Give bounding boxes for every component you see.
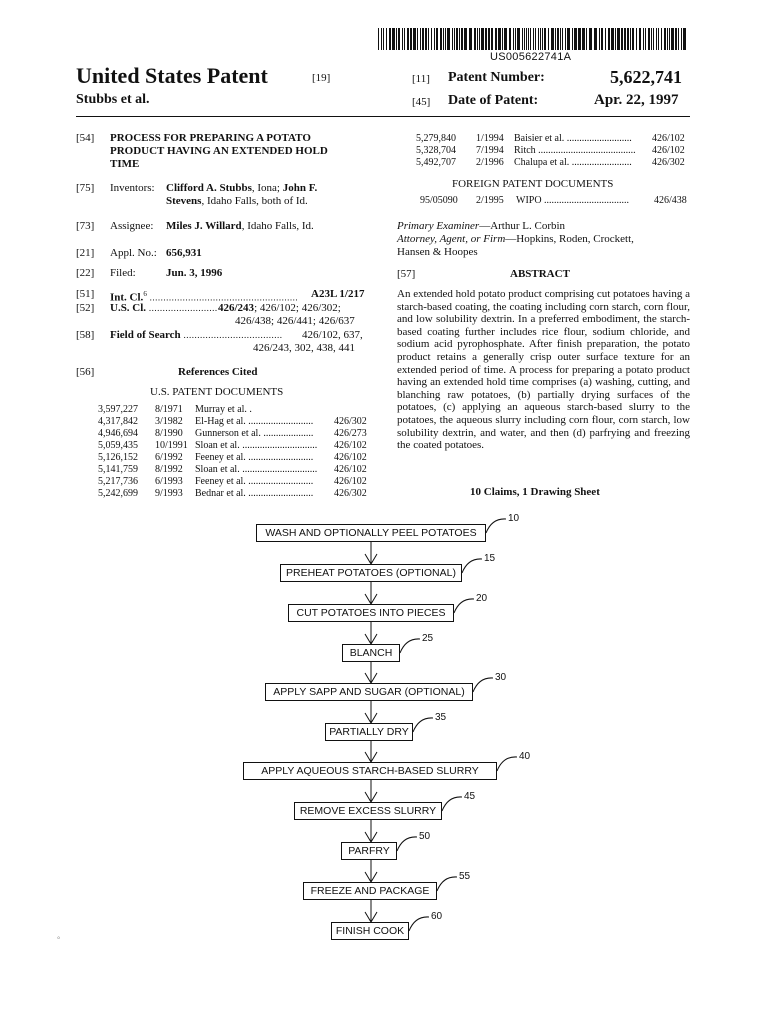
ref-num: 4,317,842 [98, 416, 138, 427]
ref-date: 9/1993 [155, 488, 183, 499]
leader-line [437, 877, 457, 891]
uscl-secondary: ; 426/102; 426/302; [254, 302, 341, 314]
ref-num: 3,597,227 [98, 404, 138, 415]
ref-name: Chalupa et al. ........................ [514, 157, 632, 168]
step-reference-number: 40 [519, 751, 531, 762]
step-reference-number: 10 [508, 513, 520, 524]
refs-heading: References Cited [178, 366, 258, 378]
leader-line [442, 797, 462, 811]
barcode-number: US005622741A [490, 51, 572, 63]
patent-number-value: 5,622,741 [610, 67, 682, 87]
foreign-ref-date: 2/1995 [476, 195, 504, 206]
foreign-ref-name: WIPO .................................. [516, 195, 630, 206]
abstract-text: An extended hold potato product comprising cut potatoes having a starch-based coating, the coating including corn starch, corn flour, and low solubility dextrin. In a preferred embodiment, the starch-based coating further includes rice flour, sodium chloride, and sodium acid pyrophosphate. After finish preparation, the potato product retains a generally crisp outer surface texture for an extended period of time. A process for preparing a potato product having an extended hold time comprises (a) washing, cutting, and blanching raw potatoes, (b) partially drying surfaces of the potatoes, (c) applying an aqueous starch-based slurry to the potatoes, the aqueous slurry including corn flour, corn starch, low solubility dextrin, and water, and then (d) parfrying and freezing the coated potatoes. [397, 288, 690, 452]
ref-name: Baisier et al. .......................... [514, 133, 632, 144]
step-reference-number: 45 [464, 791, 476, 802]
ref-date: 7/1994 [476, 145, 504, 156]
inventor-location: , Idaho Falls, both of Id. [201, 195, 308, 207]
ref-cls: 426/102 [334, 452, 367, 463]
invention-title-line: TIME [110, 158, 140, 170]
search-tag: [58] [76, 329, 95, 341]
search-dots: .................................... [183, 330, 283, 340]
patent-number-label: Patent Number: [448, 70, 545, 85]
ref-name: Ritch ....................................... [514, 145, 636, 156]
intcl-edition: 6 [143, 290, 147, 298]
refs-subheading: U.S. PATENT DOCUMENTS [150, 386, 284, 398]
ref-cls: 426/302 [334, 488, 367, 499]
scan-mark: ° [57, 935, 61, 944]
ref-num: 5,059,435 [98, 440, 138, 451]
ref-num: 5,242,699 [98, 488, 138, 499]
ref-name: Feeney et al. .......................... [195, 476, 314, 487]
uscl-dots: ......................... [148, 303, 218, 313]
ref-num: 5,141,759 [98, 464, 138, 475]
ref-name: Bednar et al. .......................... [195, 488, 314, 499]
date-label: Date of Patent: [448, 93, 539, 108]
patent-number-tag: [11] [412, 73, 430, 85]
ref-num: 5,279,840 [416, 133, 456, 144]
step-reference-number: 60 [431, 911, 443, 922]
leader-line [497, 757, 517, 771]
ref-cls: 426/102 [652, 145, 685, 156]
filed-value: Jun. 3, 1996 [166, 267, 223, 279]
inventor-location: , Iona; [251, 182, 283, 194]
step-reference-number: 30 [495, 672, 507, 683]
claims-summary: 10 Claims, 1 Drawing Sheet [470, 486, 600, 498]
examiner-label: Primary Examiner [397, 220, 480, 232]
invention-title-line: PROCESS FOR PREPARING A POTATO [110, 132, 311, 144]
step-reference-number: 50 [419, 831, 431, 842]
inventors-label: Inventors: [110, 182, 155, 194]
title-ref-tag: [19] [312, 72, 331, 84]
abstract-tag: [57] [397, 268, 416, 280]
ref-name: Sloan et al. .............................. [195, 440, 318, 451]
ref-date: 2/1996 [476, 157, 504, 168]
search-value-line2: 426/243, 302, 438, 441 [253, 342, 356, 354]
ref-num: 5,328,704 [416, 145, 456, 156]
flowchart-step: WASH AND OPTIONALLY PEEL POTATOES [256, 524, 486, 542]
date-tag: [45] [412, 96, 431, 108]
inventor-name: Clifford A. Stubbs [166, 182, 252, 194]
leader-line [400, 639, 420, 653]
title-tag: [54] [76, 132, 95, 144]
ref-cls: 426/273 [334, 428, 367, 439]
step-reference-number: 55 [459, 871, 471, 882]
intcl-dots: ...................................................... [149, 292, 299, 303]
appl-value: 656,931 [166, 247, 202, 259]
flowchart-step: PARFRY [341, 842, 397, 860]
ref-num: 5,217,736 [98, 476, 138, 487]
ref-num: 5,492,707 [416, 157, 456, 168]
leader-line [413, 718, 433, 732]
appl-tag: [21] [76, 247, 95, 259]
flowchart-step: FINISH COOK [331, 922, 409, 940]
appl-label: Appl. No.: [110, 247, 157, 259]
ref-date: 8/1992 [155, 464, 183, 475]
patent-office-title: United States Patent [76, 63, 268, 88]
leader-line [409, 917, 429, 931]
examiner-name: —Arthur L. Corbin [479, 220, 566, 232]
refs-tag: [56] [76, 366, 95, 378]
assignee-tag: [73] [76, 220, 95, 232]
ref-name: Murray et al. . [195, 404, 252, 415]
flowchart-step: PARTIALLY DRY [325, 723, 413, 741]
ref-cls: 426/302 [334, 416, 367, 427]
assignee-label: Assignee: [110, 220, 154, 232]
intcl-tag: [51] [76, 288, 95, 300]
leader-line [473, 678, 493, 692]
leader-line [486, 519, 506, 533]
inventors-tag: [75] [76, 182, 95, 194]
intcl-label: Int. Cl. [110, 291, 144, 304]
uscl-value-line2: 426/438; 426/441; 426/637 [235, 315, 355, 327]
date-value: Apr. 22, 1997 [594, 92, 679, 108]
foreign-ref-cls: 426/438 [654, 195, 687, 206]
attorney-name: —Hopkins, Roden, Crockett, [505, 233, 634, 245]
uscl-tag: [52] [76, 302, 95, 314]
ref-name: El-Hag et al. .......................... [195, 416, 314, 427]
ref-date: 1/1994 [476, 133, 504, 144]
uscl-primary: 426/243 [218, 302, 255, 314]
flowchart-step: PREHEAT POTATOES (OPTIONAL) [280, 564, 462, 582]
ref-cls: 426/102 [334, 464, 367, 475]
leader-line [454, 599, 474, 613]
foreign-ref-num: 95/05090 [420, 195, 458, 206]
uscl-label: U.S. Cl. [110, 302, 147, 314]
inventor-name: Stevens [166, 195, 202, 207]
filed-label: Filed: [110, 267, 136, 279]
leader-line [397, 837, 417, 851]
abstract-heading: ABSTRACT [510, 268, 570, 280]
ref-num: 4,946,694 [98, 428, 138, 439]
intcl-value: A23L 1/217 [311, 288, 365, 300]
ref-num: 5,126,152 [98, 452, 138, 463]
ref-name: Gunnerson et al. .................... [195, 428, 314, 439]
ref-date: 6/1993 [155, 476, 183, 487]
flowchart-step: REMOVE EXCESS SLURRY [294, 802, 442, 820]
ref-cls: 426/102 [652, 133, 685, 144]
inventor-name: John F. [282, 182, 318, 194]
assignee-location: , Idaho Falls, Id. [241, 220, 314, 232]
step-reference-number: 35 [435, 712, 447, 723]
flowchart-step: CUT POTATOES INTO PIECES [288, 604, 454, 622]
ref-cls: 426/302 [652, 157, 685, 168]
step-reference-number: 20 [476, 593, 488, 604]
flowchart-step: APPLY AQUEOUS STARCH-BASED SLURRY [243, 762, 497, 780]
flowchart-step: FREEZE AND PACKAGE [303, 882, 437, 900]
flowchart-step: BLANCH [342, 644, 400, 662]
attorney-label: Attorney, Agent, or Firm [397, 233, 506, 245]
search-label: Field of Search [110, 329, 181, 341]
search-value: 426/102, 637, [302, 329, 363, 341]
ref-date: 10/1991 [155, 440, 188, 451]
ref-date: 3/1982 [155, 416, 183, 427]
assignee-name: Miles J. Willard [166, 220, 242, 232]
filed-tag: [22] [76, 267, 95, 279]
ref-name: Feeney et al. .......................... [195, 452, 314, 463]
ref-cls: 426/102 [334, 440, 367, 451]
step-reference-number: 15 [484, 553, 496, 564]
step-reference-number: 25 [422, 633, 434, 644]
ref-date: 6/1992 [155, 452, 183, 463]
flowchart-step: APPLY SAPP AND SUGAR (OPTIONAL) [265, 683, 473, 701]
ref-date: 8/1990 [155, 428, 183, 439]
ref-date: 8/1971 [155, 404, 183, 415]
foreign-heading: FOREIGN PATENT DOCUMENTS [452, 178, 614, 190]
invention-title-line: PRODUCT HAVING AN EXTENDED HOLD [110, 145, 328, 157]
inventor-short: Stubbs et al. [76, 92, 150, 107]
attorney-line2: Hansen & Hoopes [397, 246, 478, 258]
leader-line [462, 559, 482, 573]
ref-cls: 426/102 [334, 476, 367, 487]
ref-name: Sloan et al. .............................. [195, 464, 318, 475]
